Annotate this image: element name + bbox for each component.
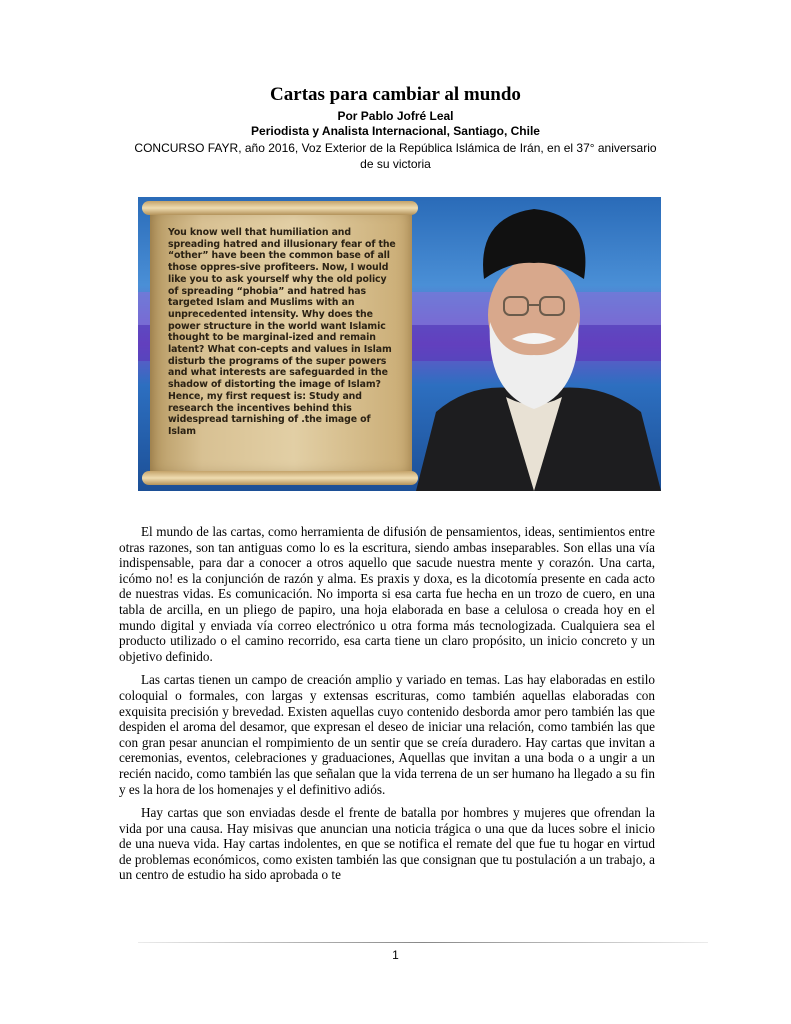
footer-divider <box>138 942 708 943</box>
scroll-roll-top <box>142 201 418 215</box>
page-number: 1 <box>392 948 399 962</box>
paragraph: Las cartas tienen un campo de creación amplio y variado en temas. Las hay elaboradas en estilo coloquial o formales, con largas y extensas escrituras, como también aquellas elaboradas con exquisita precisión y brevedad. Existen aquellas cuyo contenido desborda amor pero también las que despiden el aroma del desamor, que expresan el deseo de iniciar una relación, como también las que con gran pesar anuncian el rompimiento de un sentir que se creía duradero. Hay cartas que invitan a ceremonias, eventos, celebraciones y graduaciones, Aquellas que invitan a una boda o a ungir a un recién nacido, como también las que señalan que la vida terrena de un ser humano ha llegado a su fin y es la hora de los homenajes y el definitivo adiós. <box>119 672 655 797</box>
scroll-quote-text: You know well that humiliation and spreading hatred and illusionary fear of the “other” have been the common base of all those oppres-sive profiteers. Now, I would like you to ask yourself why the old policy of spreading “phobia” and hatred has targeted Islam and Muslims with an unprecedented intensity. Why does the power structure in the world want Islamic thought to be marginal-ized and remain latent? What con-cepts and values in Islam disturb the programs of the super powers and what interests are safeguarded in the shadow of distorting the image of Islam? Hence, my first request is: Study and research the incentives behind this widespread tarnishing of .the image of Islam <box>168 227 396 437</box>
hero-image <box>138 197 661 491</box>
contest-info: CONCURSO FAYR, año 2016, Voz Exterior de la República Islámica de Irán, en el 37° aniversario de su victoria <box>134 141 657 171</box>
portrait-figure <box>406 197 661 491</box>
author-role: Periodista y Analista Internacional, Santiago, Chile <box>251 124 540 138</box>
document-title: Cartas para cambiar al mundo <box>270 84 521 105</box>
paragraph: Hay cartas que son enviadas desde el frente de batalla por hombres y mujeres que ofrendan la vida por una causa. Hay misivas que anuncian una noticia trágica o una que da luces sobre el inicio de una nueva vida. Hay cartas indolentes, en que se notifica el remate del que fue tu hogar en virtud de problemas económicos, como existen también las que consignan que tu postulación a un trabajo, a un centro de estudio ha sido aprobada o te <box>119 805 655 883</box>
paragraph: El mundo de las cartas, como herramienta de difusión de pensamientos, ideas, sentimientos entre otras razones, son tan antiguas como lo es la escritura, siendo ambas inseparables. Son ellas una vía indispensable, para dar a conocer a otros aquello que sacude nuestra mente y corazón. Una carta, icómo no! es la conjunción de razón y alma. Es praxis y doxa, es la dicotomía presente en cada acto de nuestras vidas. Es comunicación. No importa si esa carta fue hecha en un trozo de cuero, en una tabla de arcilla, en un pliego de papiro, una hoja elaborada en base a celulosa o creada hoy en el mundo digital y enviada vía correo electrónico u otra forma más tecnologizada. Cualquiera sea el producto utilizado o el camino recorrido, esa carta tiene un claro propósito, un inicio concreto y un objetivo definido. <box>119 524 655 664</box>
article-body <box>119 524 655 891</box>
scroll-roll-bottom <box>142 471 418 485</box>
author-byline: Por Pablo Jofré Leal <box>337 109 454 123</box>
